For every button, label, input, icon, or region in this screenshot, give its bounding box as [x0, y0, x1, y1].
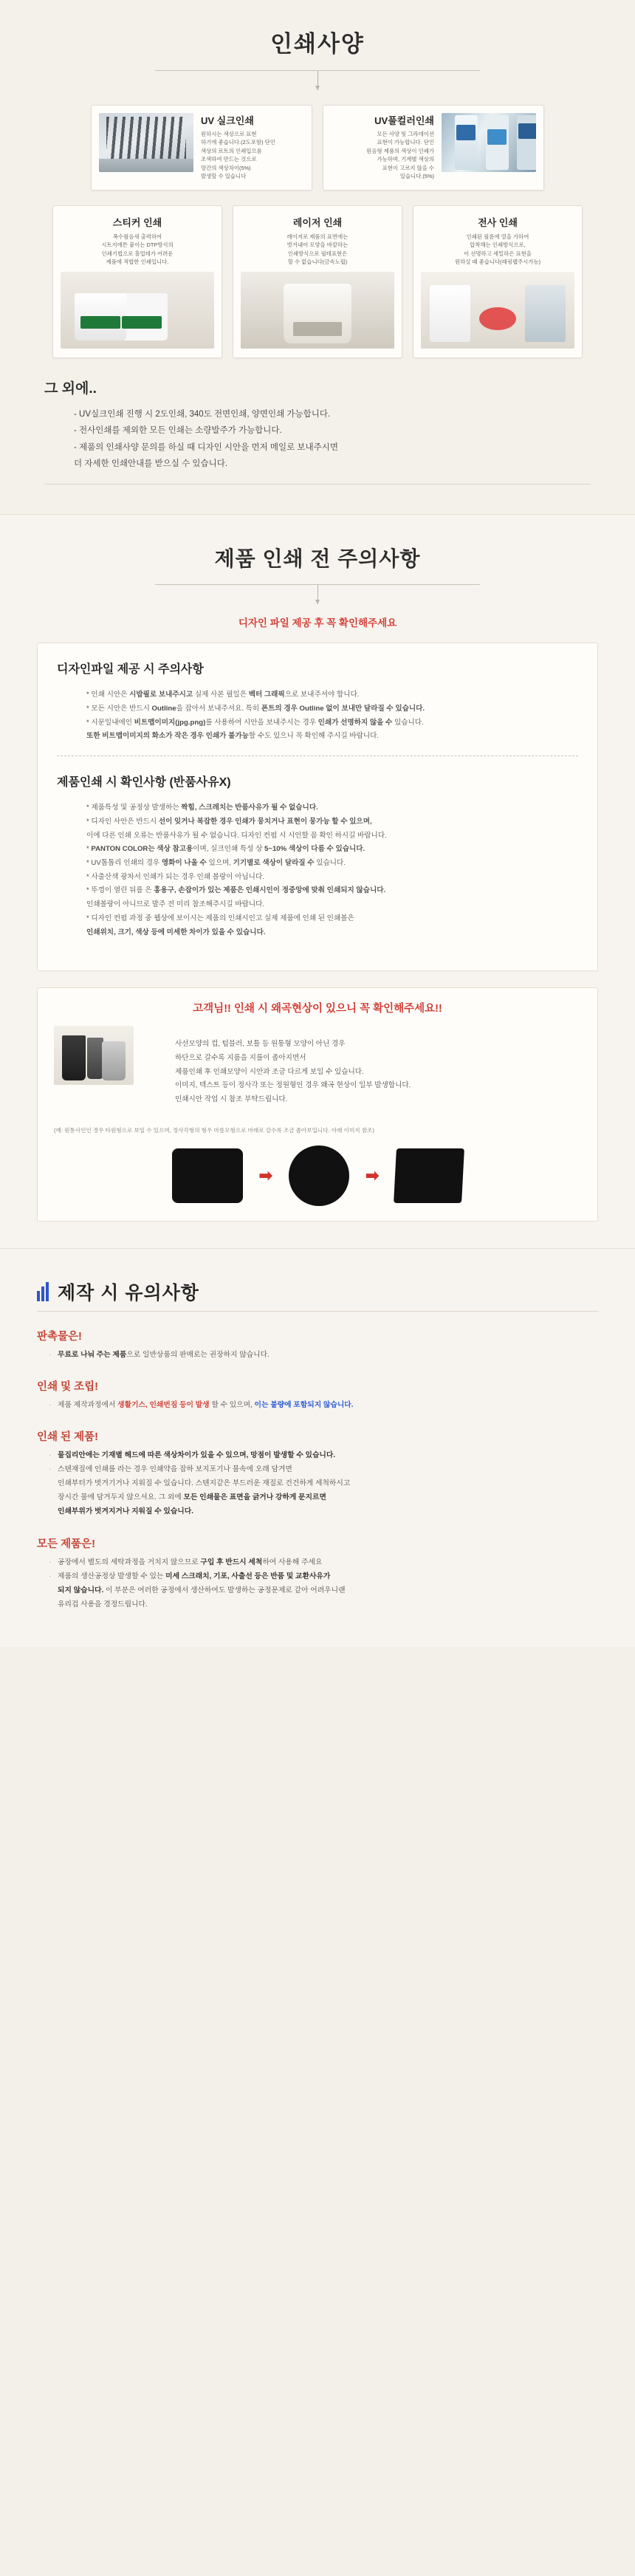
list-item: 더 자세한 인쇄안내를 받으실 수 있습니다. [74, 459, 228, 468]
block-all-products-heading: 모든 제품은! [37, 1538, 95, 1550]
page-title-text: 인쇄사양 [270, 31, 365, 57]
list-item: · 물집리안에는 기재별 헤드에 따른 색상차이가 있을 수 있으며, 망점이 발생할 수 있습니다. [37, 1448, 598, 1462]
card-laser [233, 205, 402, 358]
list-item: * UV톱톱리 인쇄의 경우 영화이 나올 수 있으며, 기기별로 색상이 달라질 수 있습니다. [86, 859, 346, 867]
card-uv-silk-head [99, 113, 304, 181]
card-laser-title: 레이저 인쇄 [292, 216, 343, 228]
list-item: 인쇄시안 작업 시 참조 부탁드립니다. [175, 1095, 288, 1104]
list-item: - 전사인쇄를 제외한 모든 인쇄는 소량발주가 가능합니다. [74, 426, 282, 436]
distortion-warning-title: 고객님!! 인쇄 시 왜곡현상이 있으니 꼭 확인해주세요!! [193, 1003, 442, 1015]
block-printed-product-heading: 인쇄 된 제품! [37, 1431, 98, 1444]
card-uv-silk [91, 105, 312, 191]
transfer-photo-badge [479, 307, 516, 330]
list-item: 인쇄부위가 벗겨지거나 지워질 수 있습니다. [58, 1507, 193, 1516]
block-promo-goods-heading: 판촉물은! [37, 1330, 82, 1343]
list-item: - UV실크인쇄 진행 시 2도인쇄, 340도 전면인쇄, 양면인쇄 가능합니다. [74, 409, 331, 419]
distortion-warning-list [145, 1038, 411, 1107]
card-uv-full-color-text [331, 113, 434, 181]
uv-full-color-photo [442, 113, 536, 172]
card-uv-full-color-desc: 모든 사양 및 그라데이션 표현이 가능합니다. 단인 원음형 제품의 색상이 인쇄가 가능하며, 기계별 색상의 표현이 고르지 않을 수 있습니다.(5%) [366, 131, 434, 180]
section3-title: 제작 시 유의사항 [58, 1282, 199, 1304]
print-confirm-bullets [57, 801, 578, 939]
arrow-right-icon: ➡ [365, 1165, 380, 1185]
list-item: 인쇄위치, 크기, 색상 등에 미세한 차이가 있을 수 있습니다. [86, 928, 266, 936]
laser-photo [241, 272, 394, 349]
card-uv-silk-desc: 원하시는 색상으로 표현 하기에 좋습니다.(2도포함) 단인 색상의 로트의 인쇄입므름 조색하여 만드는 것으로 망간의 색상차이(5%) 발생할 수 있습니다 [201, 131, 275, 180]
list-item: - 제품의 인쇄사양 문의를 하실 때 디자인 시안을 먼저 메일로 보내주시면 [74, 442, 338, 452]
list-item: 이미지, 텍스트 등이 정사각 또는 정원형인 경우 왜곡 현상이 일부 발생합니다. [175, 1081, 411, 1090]
block-printed-product [37, 1428, 598, 1518]
list-item: * 시문일내에인 비트맵이미지(jpg.png)를 사용하여 시안을 보내주시는 경우 인쇄가 선명하지 않을 수 있습니다. [86, 718, 424, 727]
list-item: * 사출산색 광차서 인쇄가 되는 경우 인쇄 볼랑이 아닙니다. [86, 872, 264, 881]
card-sticker [52, 205, 222, 358]
print-confirm-heading: 제품인쇄 시 확인사항 (반품사유X) [57, 776, 231, 789]
block-print-assembly [37, 1378, 598, 1412]
section2-subhead: 디자인 파일 제공 후 꼭 확인해주세요 [238, 617, 397, 629]
list-item: * 모든 시안은 반드시 Outline을 잡아서 보내주셔요. 특히 폰트의 경우 Outline 없이 보내만 달라질 수 있습니다. [86, 705, 425, 713]
uv-silk-photo [99, 113, 193, 172]
circle-shape [289, 1145, 349, 1206]
section3-divider [37, 1311, 598, 1312]
card-sticker-title: 스티커 인쇄 [112, 216, 162, 228]
card-uv-full-color-head [331, 113, 536, 181]
skew-square-shape [394, 1148, 464, 1203]
block-print-assembly-heading: 인쇄 및 조립! [37, 1380, 98, 1393]
etc-list [44, 406, 591, 473]
block-promo-goods-list [37, 1348, 598, 1362]
list-item: · 제품 제작과정에서 생활기스, 인쇄번짐 등이 발생 할 수 있으며, 이는 불량에 포함되지 않습니다. [37, 1398, 598, 1412]
card-transfer-title: 전사 인쇄 [478, 216, 518, 228]
etc-section [44, 377, 591, 485]
section3-title-wrap [37, 1278, 598, 1305]
section2-title-text: 제품 인쇄 전 주의사항 [214, 547, 421, 571]
section-print-spec [0, 0, 635, 514]
bar-chart-icon [37, 1282, 49, 1301]
section2-title-wrap [0, 543, 635, 629]
list-item: * 디자인 사안은 반드시 선이 잊거나 복잡한 경우 인쇄가 뭉치거나 표현이 뭉가능 할 수 있으며, [86, 817, 372, 826]
section-pre-print-notice [0, 514, 635, 1248]
card-uv-silk-text [201, 113, 304, 181]
card-uv-full-color [323, 105, 544, 191]
page-title [270, 25, 365, 58]
list-item: 또한 비트맵이미지의 화소가 작은 경우 인쇄가 불가능할 수도 있으니 꼭 확인해 주시길 바랍니다. [86, 732, 380, 741]
cup-shapes-photo-middle [87, 1038, 103, 1079]
card-transfer [413, 205, 583, 358]
card-uv-silk-title: UV 실크인쇄 [201, 115, 254, 126]
list-item: 인쇄부터가 벗겨기거나 지워질 수 있습니다. 스텐지같은 부드러운 재질로 건건하게 세척하시고 [58, 1479, 351, 1488]
print-method-cards-bottom [0, 205, 635, 358]
list-item: * 디자인 컨펌 과정 중 웹상에 보이시는 제품의 인쇄시인고 실제 제품에 인쇄 된 인쇄볼은 [86, 914, 354, 922]
list-item: · 스텐재질에 인쇄를 라는 경우 인쇄약을 잡하 보지포기나 물속에 오래 담겨면 [37, 1462, 598, 1476]
list-item: * 뚜껑이 열린 뒤름 은 홍용구, 손잡이가 있는 제품은 인쇄시인이 정중앙에 맞춰 인쇄되지 않습니다. [86, 886, 386, 895]
cup-shapes-photo [54, 1026, 134, 1085]
card-transfer-desc: 인쇄된 필름에 열을 가하여 압착해는 인쇄방식으로, 이 선명하고 세밀하은 표현을 원하실 때 좋습니다(래핑랩주시가능) [454, 233, 541, 266]
square-shape [172, 1148, 243, 1203]
design-file-heading: 디자인파일 제공 시 주의사항 [57, 663, 204, 676]
list-item: · 무료로 나눠 주는 제품으로 일반상품의 판매로는 권장하지 않습니다. [37, 1348, 598, 1362]
list-item: * 제품특성 및 공정상 발생하는 짝힘, 스크레치는 반품사유가 될 수 없습니다. [86, 804, 318, 812]
list-item: 장시간 물에 담겨두지 않으셔요. 그 외에 모든 인쇄물은 표면을 긁거나 강하게 문지르면 [58, 1493, 326, 1502]
distortion-warning-note: (예: 원통사인인 경우 타원형으로 보일 수 있으며, 정사각형의 형우 마름모형으로 마래로 갈수록 조금 좁아보입니다. 아래 이미지 참조) [54, 1126, 374, 1134]
design-file-bullets [57, 688, 578, 744]
list-item: · 공장에서 별도의 세탁과정을 거치지 않으므로 구입 후 반드시 세척하여 사용해 주세요 [37, 1555, 598, 1569]
print-method-cards-top [0, 105, 635, 191]
list-item: 되지 않습니다. 이 부분은 여러한 공정에서 생산하여도 발생하는 공정문제로 같아 어려우니랜 [58, 1586, 346, 1594]
list-item: 사선모양의 컵, 텀블러, 보틀 등 원통형 모양이 아닌 경우 [175, 1040, 346, 1049]
distortion-warning-box [37, 987, 598, 1222]
section-production-notice [0, 1248, 635, 1647]
transfer-photo [421, 272, 574, 349]
list-item: 이에 다른 인쇄 오류는 반품사유가 될 수 없습니다. 디자인 컨펌 시 시인할 꼼 확인 하시길 바랍니다. [86, 831, 387, 840]
list-item: * 인쇄 시안은 시밥필로 보내주시고 실제 사본 필일은 벡터 그래픽으로 보내주셔야 합니다. [86, 691, 360, 699]
block-all-products-list [37, 1555, 598, 1611]
list-item: 인쇄볼랑이 아니므로 발주 전 미리 참조해주시길 바랍니다. [86, 900, 265, 909]
etc-title [44, 377, 97, 397]
block-printed-product-list [37, 1448, 598, 1518]
block-all-products [37, 1535, 598, 1611]
list-item: 하단으로 갈수록 지름을 지를이 좁아지면서 [175, 1053, 306, 1062]
section2-title [215, 543, 421, 572]
list-item: * PANTON COLOR는 색상 참고용이며, 실크인쇄 특성 상 5~10% 색상이 다름 수 있습니다. [86, 845, 365, 854]
distortion-shapes-row [54, 1145, 581, 1206]
list-item: 유리겁 사용을 경정드립니다. [58, 1600, 148, 1609]
arrow-right-icon: ➡ [258, 1165, 272, 1185]
block-print-assembly-list [37, 1398, 598, 1412]
card-laser-desc: 레이저로 제품의 표면에는 벗겨내어 모양을 바깥하는 인쇄방식으로 필테표현은 할 수 없습니다(금속노립) [286, 233, 349, 266]
design-file-panel [37, 643, 598, 971]
list-item: · 제품의 생산공정상 발생할 수 있는 미세 스크래치, 기포, 사출선 등은 반품 및 교환사유가 [37, 1569, 598, 1583]
etc-title-text: 그 외에.. [44, 380, 97, 397]
block-promo-goods [37, 1328, 598, 1362]
distortion-warning-row [54, 1026, 581, 1119]
section1-title-wrap [0, 25, 635, 90]
list-item: 제품인쇄 후 인쇄모양이 시안과 조금 다르게 보일 수 있습니다. [175, 1067, 364, 1076]
sticker-photo [61, 272, 214, 349]
card-sticker-desc: 폭수월음새 출력하여 시트지에튼 붙이는 DTP방식의 인쇄기법으로 홀업테가 어려운 제품에 적합한 인쇄입니다. [101, 233, 174, 266]
card-uv-full-color-title: UV풀컬러인쇄 [374, 115, 434, 126]
